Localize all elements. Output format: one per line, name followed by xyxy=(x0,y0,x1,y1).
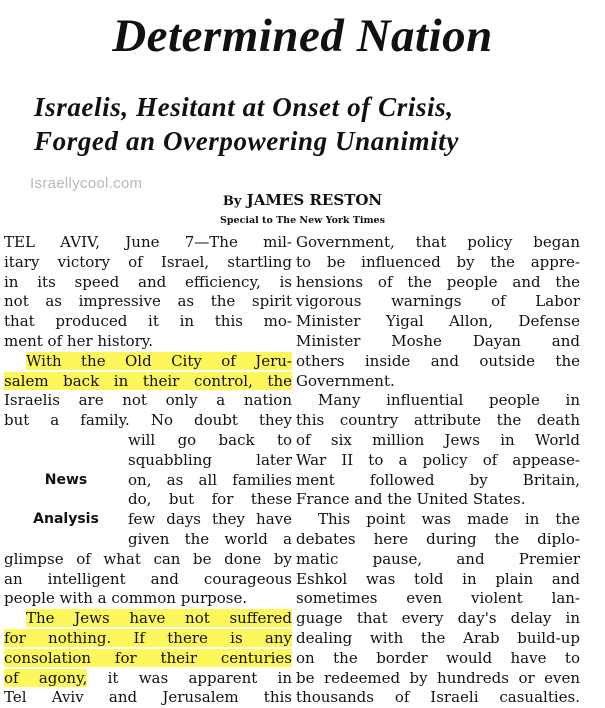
left-line: Israelis are not only a nation xyxy=(4,391,292,410)
right-line: Many influential people in xyxy=(318,391,580,410)
left-line: few days they have xyxy=(128,510,292,529)
right-line: this country attribute the death xyxy=(296,411,580,430)
right-line: ment followed by Britain, xyxy=(296,470,580,489)
sidebar-row xyxy=(4,431,292,451)
right-line: guage that every day's delay in xyxy=(296,609,580,628)
left-line: glimpse of what can be done by xyxy=(4,549,292,568)
subheadline-line-2: Forged an Overpowering Unanimity xyxy=(34,126,459,156)
left-line: itary victory of Israel, startling xyxy=(4,252,292,271)
sidebar-spacer xyxy=(4,490,128,510)
left-line: Tel Aviv and Jerusalem this xyxy=(4,688,292,707)
sidebar-spacer xyxy=(4,530,128,550)
left-line: ment of her history. xyxy=(4,331,154,350)
highlighted-text: consolation for their centuries xyxy=(4,648,292,667)
left-line: squabbling later xyxy=(128,450,292,469)
left-line xyxy=(4,669,292,689)
right-line: sometimes even violent lan- xyxy=(296,589,580,608)
left-line: an intelligent and courageous xyxy=(4,569,292,588)
highlighted-text: The Jews have not suffered xyxy=(26,609,292,628)
left-line: given the world a xyxy=(128,529,292,548)
right-line: be redeemed by hundreds or even xyxy=(296,668,580,687)
right-line: on the border would have to xyxy=(296,648,580,667)
right-line: others inside and outside the xyxy=(296,351,580,370)
byline-name: JAMES RESTON xyxy=(246,191,383,209)
byline xyxy=(0,191,605,209)
left-line: but a family. No doubt they xyxy=(4,411,292,430)
sidebar-row xyxy=(4,530,292,550)
subheadline xyxy=(34,90,594,158)
left-line xyxy=(4,629,292,649)
right-line: debates here during the diplo- xyxy=(296,529,580,548)
right-line: Eshkol was told in plain and xyxy=(296,569,580,588)
left-line xyxy=(4,372,292,392)
highlighted-text: salem back in their control, the xyxy=(4,371,292,390)
sidebar-row xyxy=(4,451,292,471)
right-line: War II to a policy of appease- xyxy=(296,450,580,469)
watermark: Israellycool.com xyxy=(30,175,143,192)
left-line: not as impressive as the spirit xyxy=(4,292,292,311)
right-column xyxy=(296,233,580,708)
dateline: Special to The New York Times xyxy=(220,215,385,226)
left-column xyxy=(4,233,292,708)
sidebar-spacer xyxy=(4,451,128,471)
right-line: hensions of the people and the xyxy=(296,272,580,291)
right-line: dealing with the Arab build-up xyxy=(296,628,580,647)
sidebar-spacer xyxy=(4,431,128,451)
right-line: vigorous warnings of Labor xyxy=(296,292,580,311)
left-line: people with a common purpose. xyxy=(4,589,248,608)
sidebar-row xyxy=(4,471,292,491)
analysis-label: Analysis xyxy=(33,511,99,528)
headline: Determined Nation xyxy=(112,10,493,62)
right-line: Government. xyxy=(296,371,395,390)
right-line: matic pause, and Premier xyxy=(296,549,580,568)
highlighted-text: for nothing. If there is any xyxy=(4,628,292,647)
right-line: to be influenced by the appre- xyxy=(296,252,580,271)
left-line: do, but for these xyxy=(128,490,292,509)
sidebar-row xyxy=(4,510,292,530)
right-line: thousands of Israeli casualties. xyxy=(296,688,580,707)
news-label: News xyxy=(44,471,88,488)
left-line: on, as all families xyxy=(128,470,292,489)
right-line: France and the United States. xyxy=(296,490,526,509)
left-line: in its speed and efficiency, is xyxy=(4,272,292,291)
highlighted-text: of agony, xyxy=(4,668,88,687)
sidebar-row xyxy=(4,490,292,510)
highlighted-text: With the Old City of Jeru- xyxy=(26,351,292,370)
left-line: that produced it in this mo- xyxy=(4,312,292,331)
subheadline-line-1: Israelis, Hesitant at Onset of Crisis, xyxy=(34,92,454,122)
left-line: will go back to xyxy=(128,430,292,449)
right-line: Minister Moshe Dayan and xyxy=(296,331,580,350)
right-line: Government, that policy began xyxy=(296,233,580,251)
left-line: TEL AVIV, June 7—The mil- xyxy=(4,233,292,251)
right-line: of six million Jews in World xyxy=(296,430,580,449)
left-line xyxy=(4,609,292,629)
right-line: This point was made in the xyxy=(318,510,580,529)
left-line xyxy=(4,352,292,372)
left-line-tail: it was apparent in xyxy=(87,668,292,687)
byline-by: By xyxy=(222,194,242,209)
right-line: Minister Yigal Allon, Defense xyxy=(296,312,580,331)
left-line xyxy=(4,649,292,669)
